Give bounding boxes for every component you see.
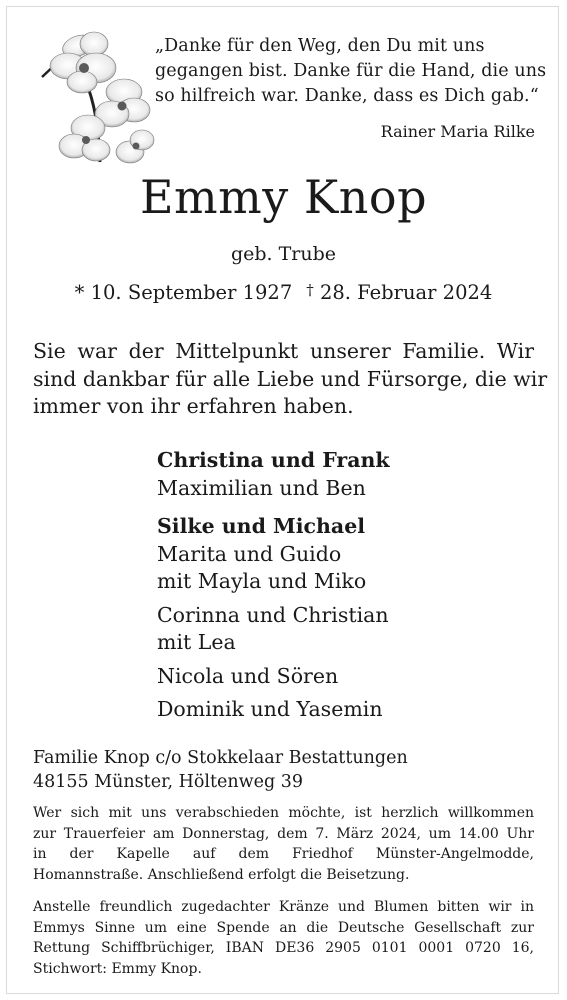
contact-line: 48155 Münster, Höltenweg 39 (33, 772, 304, 792)
family-group-head: Christina und Frank (157, 448, 390, 472)
rilke-quote (155, 34, 545, 109)
orchid-image (38, 22, 156, 172)
funeral-notice (33, 803, 534, 885)
birth-name: geb. Trube (230, 243, 337, 265)
quote-line: so hilfreich war. Danke, dass es Dich gab.“ (155, 86, 539, 106)
family-member: Corinna und Christian (157, 602, 389, 627)
donation-notice (33, 897, 534, 979)
death-date: 28. Februar 2024 (319, 281, 493, 304)
family-list (157, 447, 390, 724)
notice-line: Emmys Sinne um eine Spende an die Deutsche Gesellschaft zur (33, 919, 534, 936)
family-member: Marita und Guido (157, 541, 342, 566)
family-group-head: Silke und Michael (157, 514, 366, 538)
quote-line: „Danke für den Weg, den Du mit uns (155, 36, 485, 56)
dagger-icon: † (306, 281, 314, 299)
quote-line: gegangen bist. Danke für die Hand, die uns (155, 61, 547, 81)
family-member: Dominik und Yasemin (157, 697, 383, 721)
tribute-line: Sie war der Mittelpunkt unserer Familie. Wir (33, 339, 534, 363)
family-member: mit Mayla und Miko (157, 569, 367, 593)
birth-date: * 10. September 1927 (74, 281, 293, 304)
contact-address (33, 746, 408, 794)
notice-line: Rettung Schiffbrüchiger, IBAN DE36 2905 0101 0001 0720 16, (33, 940, 534, 956)
notice-line: Wer sich mit uns verabschieden möchte, ist herzlich willkommen (33, 805, 534, 821)
deceased-name: Emmy Knop (139, 170, 428, 224)
family-member: Maximilian und Ben (157, 475, 366, 500)
notice-line: Homannstraße. Anschließend erfolgt die Beisetzung. (33, 866, 410, 883)
life-dates (0, 281, 567, 304)
quote-author: Rainer Maria Rilke (380, 122, 535, 141)
notice-line: Stichwort: Emmy Knop. (33, 960, 202, 977)
tribute-line: immer von ihr erfahren haben. (33, 394, 354, 418)
notice-line: zur Trauerfeier am Donnerstag, dem 7. März 2024, um 14.00 Uhr (33, 825, 534, 842)
notice-line: Anstelle freundlich zugedachter Kränze und Blumen bitten wir in (33, 899, 534, 915)
family-member: mit Lea (157, 630, 236, 654)
notice-line: in der Kapelle auf dem Friedhof Münster-Angelmodde, (33, 846, 534, 862)
tribute-line: sind dankbar für alle Liebe und Fürsorge, die wir (33, 366, 548, 391)
tribute-text (33, 338, 548, 421)
contact-line: Familie Knop c/o Stokkelaar Bestattungen (33, 748, 408, 768)
family-member: Nicola und Sören (157, 663, 339, 688)
